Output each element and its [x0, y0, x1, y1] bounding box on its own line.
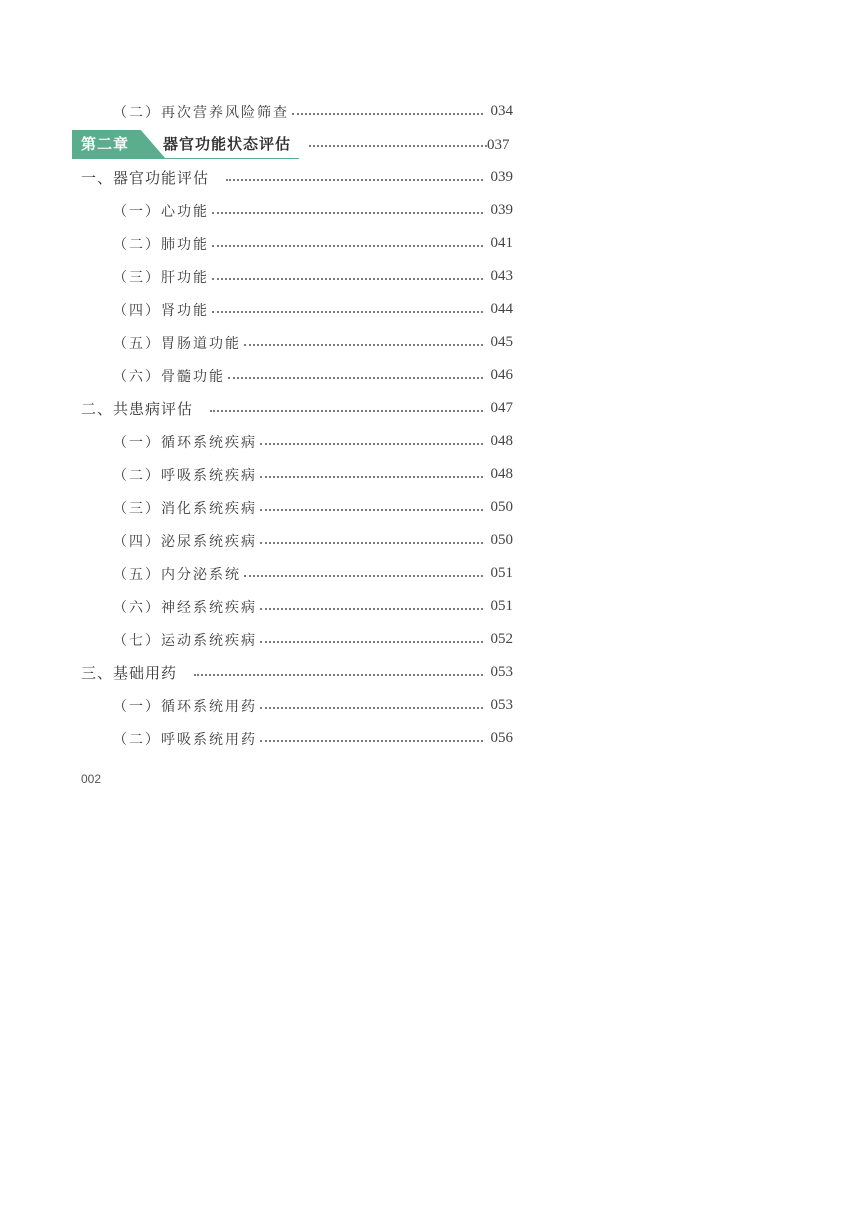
- toc-entry-label: （七）运动系统疾病: [113, 632, 257, 649]
- toc-entry-label: （一）循环系统疾病: [113, 434, 257, 451]
- toc-section-label: 一、器官功能评估: [81, 169, 210, 187]
- toc-entry-page: 045: [490, 334, 513, 350]
- toc-entry-label: （二）肺功能: [113, 236, 209, 253]
- toc-entry-label: （一）心功能: [113, 203, 209, 220]
- dot-leader: [260, 443, 483, 445]
- toc-entry: [0, 458, 520, 491]
- toc-entry: [0, 590, 520, 623]
- toc-entry: [0, 95, 520, 128]
- toc-entry-page: 051: [490, 565, 513, 581]
- toc-entry-label: （二）呼吸系统用药: [113, 731, 257, 748]
- toc-section-page: 047: [490, 400, 513, 416]
- toc-entry: [0, 425, 520, 458]
- toc-entry: [0, 293, 520, 326]
- dot-leader: [244, 344, 483, 346]
- toc-entry-page: 048: [490, 466, 513, 482]
- toc-entry-page: 044: [490, 301, 513, 317]
- toc-entry-page: 052: [490, 631, 513, 647]
- toc-entry: [0, 623, 520, 656]
- dot-leader: [260, 707, 483, 709]
- toc-entry: [0, 524, 520, 557]
- dot-leader: [260, 641, 483, 643]
- toc-entry-page: 039: [490, 202, 513, 218]
- toc-entry-page: 050: [490, 532, 513, 548]
- chapter-title: 器官功能状态评估: [163, 135, 292, 153]
- dot-leader: [228, 377, 483, 379]
- dot-leader: [194, 674, 483, 676]
- dot-leader: [212, 278, 483, 280]
- toc-section: [0, 161, 520, 194]
- toc-entry-page: 034: [490, 103, 513, 119]
- dot-leader: [212, 212, 483, 214]
- toc-entry: [0, 722, 520, 755]
- toc-entry: [0, 194, 520, 227]
- toc-entry: [0, 326, 520, 359]
- toc-entry-label: （三）肝功能: [113, 269, 209, 286]
- toc-entry-page: 041: [490, 235, 513, 251]
- toc-entry: [0, 557, 520, 590]
- toc-section-label: 三、基础用药: [81, 664, 178, 682]
- toc-entry-label: （三）消化系统疾病: [113, 500, 257, 517]
- dot-leader: [212, 245, 483, 247]
- dot-leader: [212, 311, 483, 313]
- toc-entry-label: （二）再次营养风险筛查: [113, 104, 289, 121]
- chapter-page: 037: [487, 137, 510, 153]
- toc-entry-page: 051: [490, 598, 513, 614]
- toc-entry-label: （六）骨髓功能: [113, 368, 225, 385]
- toc-section: [0, 392, 520, 425]
- toc-entry-label: （二）呼吸系统疾病: [113, 467, 257, 484]
- toc-entry-label: （一）循环系统用药: [113, 698, 257, 715]
- toc-entry-page: 043: [490, 268, 513, 284]
- toc-entry: [0, 227, 520, 260]
- toc-entry-page: 048: [490, 433, 513, 449]
- chapter-heading: [0, 130, 520, 160]
- dot-leader: [260, 476, 483, 478]
- toc-entry: [0, 491, 520, 524]
- dot-leader: [260, 542, 483, 544]
- toc-entry-label: （五）胃肠道功能: [113, 335, 241, 352]
- dot-leader: [309, 145, 487, 147]
- toc-section-label: 二、共患病评估: [81, 400, 194, 418]
- toc-entry-page: 050: [490, 499, 513, 515]
- dot-leader: [260, 608, 483, 610]
- dot-leader: [260, 740, 483, 742]
- chapter-badge-label: 第二章: [81, 135, 130, 153]
- toc-entry: [0, 260, 520, 293]
- toc-entry-label: （五）内分泌系统: [113, 566, 241, 583]
- toc-section-page: 053: [490, 664, 513, 680]
- toc-entry-page: 056: [490, 730, 513, 746]
- toc-entry-label: （四）泌尿系统疾病: [113, 533, 257, 550]
- dot-leader: [210, 410, 483, 412]
- dot-leader: [292, 113, 483, 115]
- dot-leader: [244, 575, 483, 577]
- toc-section: [0, 656, 520, 689]
- toc-entry-label: （六）神经系统疾病: [113, 599, 257, 616]
- toc-entry-label: （四）肾功能: [113, 302, 209, 319]
- toc-entry: [0, 359, 520, 392]
- page-number: 002: [81, 772, 102, 786]
- toc-entry: [0, 689, 520, 722]
- toc-entry-page: 053: [490, 697, 513, 713]
- chapter-underline: [72, 158, 299, 159]
- toc-section-page: 039: [490, 169, 513, 185]
- toc-entry-page: 046: [490, 367, 513, 383]
- dot-leader: [226, 179, 483, 181]
- dot-leader: [260, 509, 483, 511]
